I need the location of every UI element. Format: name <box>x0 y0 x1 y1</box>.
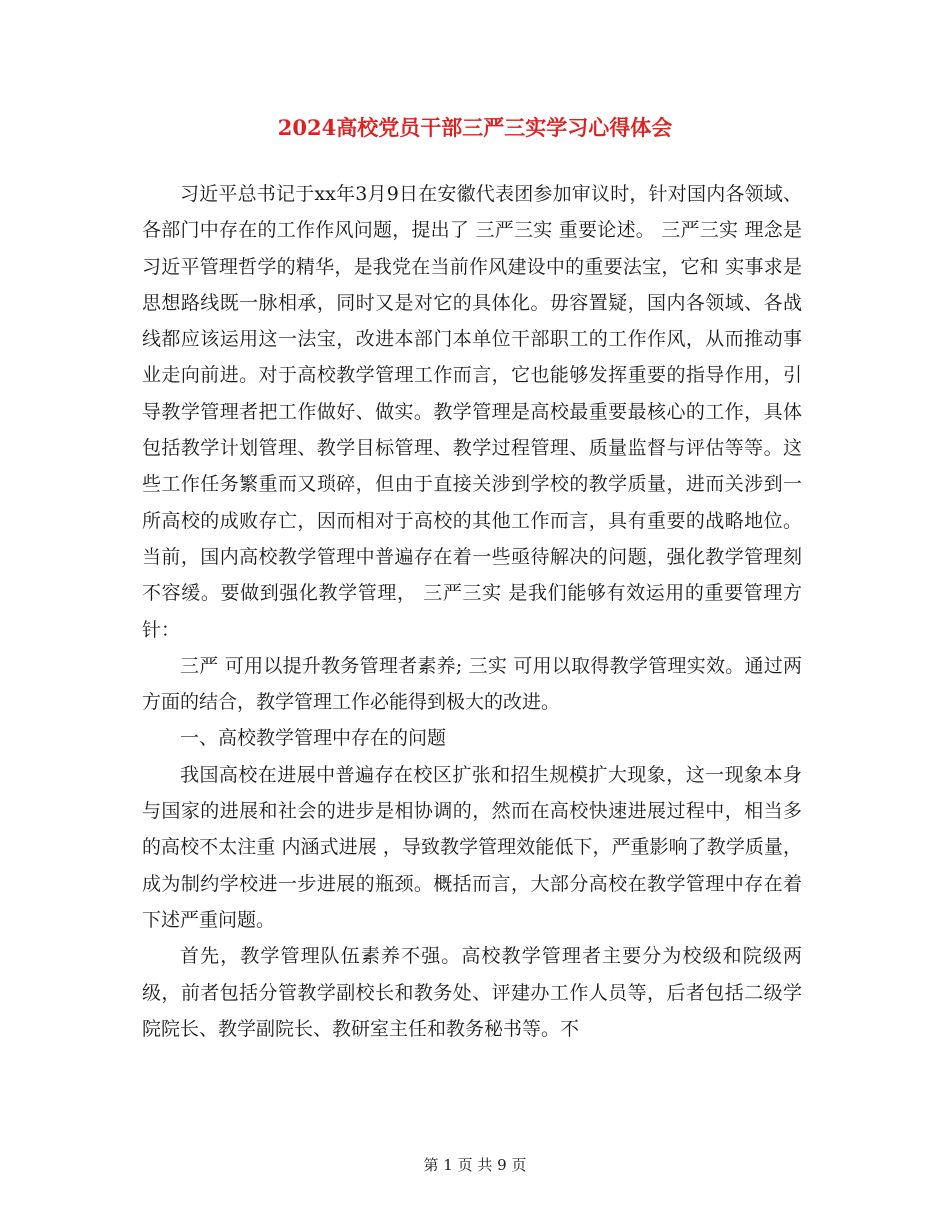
paragraph-three-strict: 三严 可用以提升教务管理者素养; 三实 可用以取得教学管理实效。通过两方面的结合，教学管理工作必能得到极大的改进。 <box>142 654 802 714</box>
document-title: 2024高校党员干部三严三实学习心得体会 <box>277 115 673 140</box>
page-number-footer: 第 1 页 共 9 页 <box>423 1156 527 1174</box>
paragraph-intro: 习近平总书记于xx年3月9日在安徽代表团参加审议时，针对国内各领域、各部门中存在的工作作风问题，提出了 三严三实 重要论述。 三严三实 理念是习近平管理哲学的精华，是我党在当前作风建设中的重要法宝，它和 实事求是 思想路线既一脉相承，同时又是对它的具体化。毋容置疑，国内各领域、各战线都应该运用这一法宝，改进本部门本单位干部职工的工作作风，从而推动事业走向前进。对于高校教学管理工作而言，它也能够发挥重要的指导作用，引导教学管理者把工作做好、做实。教学管理是高校最重要最核心的工作，具体包括教学计划管理、教学目标管理、教学过程管理、质量监督与评估等等。这些工作任务繁重而又琐碎，但由于直接关涉到学校的教学质量，进而关涉到一所高校的成败存亡，因而相对于高校的其他工作而言，具有重要的战略地位。当前，国内高校教学管理中普遍存在着一些亟待解决的问题，强化教学管理刻不容缓。要做到强化教学管理， 三严三实 是我们能够有效运用的重要管理方针： <box>142 183 802 641</box>
section-heading-problems: 一、高校教学管理中存在的问题 <box>180 727 447 750</box>
paragraph-development: 我国高校在进展中普遍存在校区扩张和招生规模扩大现象，这一现象本身与国家的进展和社会的进步是相协调的，然而在高校快速进展过程中，相当多的高校不太注重 内涵式进展 ，导致教学管理效能低下，严重影响了教学质量，成为制约学校进一步进展的瓶颈。概括而言，大部分高校在教学管理中存在着下述严重问题。 <box>142 763 802 931</box>
document-body <box>142 176 802 1047</box>
paragraph-first-issue: 首先，教学管理队伍素养不强。高校教学管理者主要分为校级和院级两级，前者包括分管教学副校长和教务处、评建办工作人员等，后者包括二级学院院长、教学副院长、教研室主任和教务秘书等。不 <box>142 945 802 1040</box>
